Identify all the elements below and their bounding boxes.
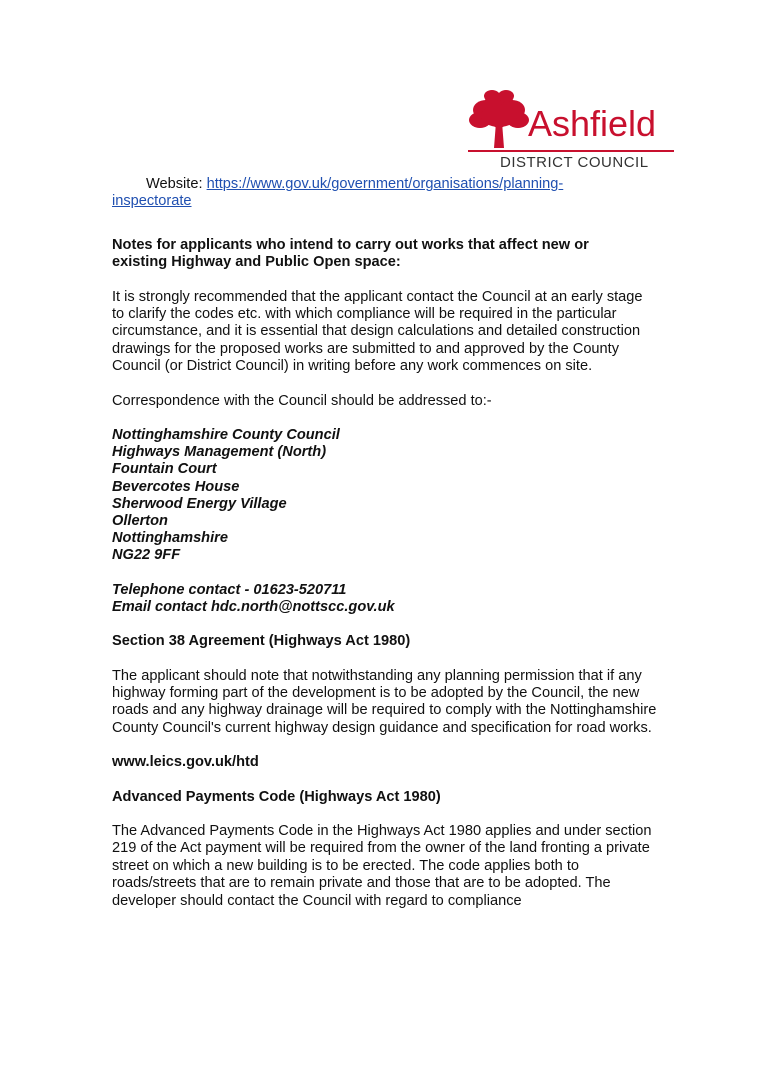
website-url-part1[interactable]: https://www.gov.uk/government/organisations/planning-: [206, 176, 564, 192]
address-line: Ollerton: [112, 513, 168, 530]
email-contact: Email contact hdc.north@nottscc.gov.uk: [112, 598, 395, 615]
address-line: Nottinghamshire: [112, 530, 228, 547]
address-line: Highways Management (North): [112, 444, 327, 461]
address-line: Sherwood Energy Village: [112, 495, 287, 512]
section38-heading: Section 38 Agreement (Highways Act 1980): [112, 633, 411, 650]
ashfield-logo: [466, 88, 678, 174]
website-line: [112, 176, 657, 211]
logo-subtitle: DISTRICT COUNCIL: [500, 154, 649, 171]
address-line: Nottinghamshire County Council: [112, 427, 340, 444]
address-line: Bevercotes House: [112, 478, 240, 495]
apc-heading: Advanced Payments Code (Highways Act 1980): [112, 788, 441, 805]
telephone-contact: Telephone contact - 01623-520711: [112, 581, 347, 598]
document-body: [112, 176, 657, 910]
notes-heading-line2: existing Highway and Public Open space:: [112, 254, 401, 271]
section38-paragraph: The applicant should note that notwithstanding any planning permission that if any highway forming part of the development is to be adopted by the Council, the new roads and any highway drainage will be required to comply with the Nottinghamshire County Council's current highway design guidance and specification for road works.: [112, 667, 657, 736]
apc-paragraph: The Advanced Payments Code in the Highways Act 1980 applies and under section 219 of the Act payment will be required from the owner of the land fronting a private street on which a new building is to be erected. The code applies both to roads/streets that are to remain private and those that are to be adopted. The developer should contact the Council with regard to compliance: [112, 822, 652, 909]
address-line: Fountain Court: [112, 461, 217, 478]
tree-icon: [466, 88, 532, 150]
logo-wordmark: Ashfield: [528, 103, 657, 144]
address-block: [112, 427, 657, 565]
address-line: NG22 9FF: [112, 547, 181, 564]
notes-paragraph: It is strongly recommended that the applicant contact the Council at an early stage to clarify the codes etc. with which compliance will be required in the particular circumstance, and it is essential that design calculations and detailed construction drawings for the proposed works are submitted to and approved by the County Council (or District Council) in writing before any work commences on site.: [112, 288, 643, 375]
notes-heading-line1: Notes for applicants who intend to carry out works that affect new or: [112, 236, 589, 253]
contact-block: [112, 582, 657, 616]
logo-rule: [468, 150, 674, 152]
website-url-part2[interactable]: inspectorate: [112, 193, 192, 210]
website-label: Website:: [146, 176, 203, 192]
htd-link[interactable]: www.leics.gov.uk/htd: [112, 754, 259, 771]
correspondence-line: Correspondence with the Council should be addressed to:-: [112, 392, 492, 409]
notes-heading: [112, 237, 657, 272]
